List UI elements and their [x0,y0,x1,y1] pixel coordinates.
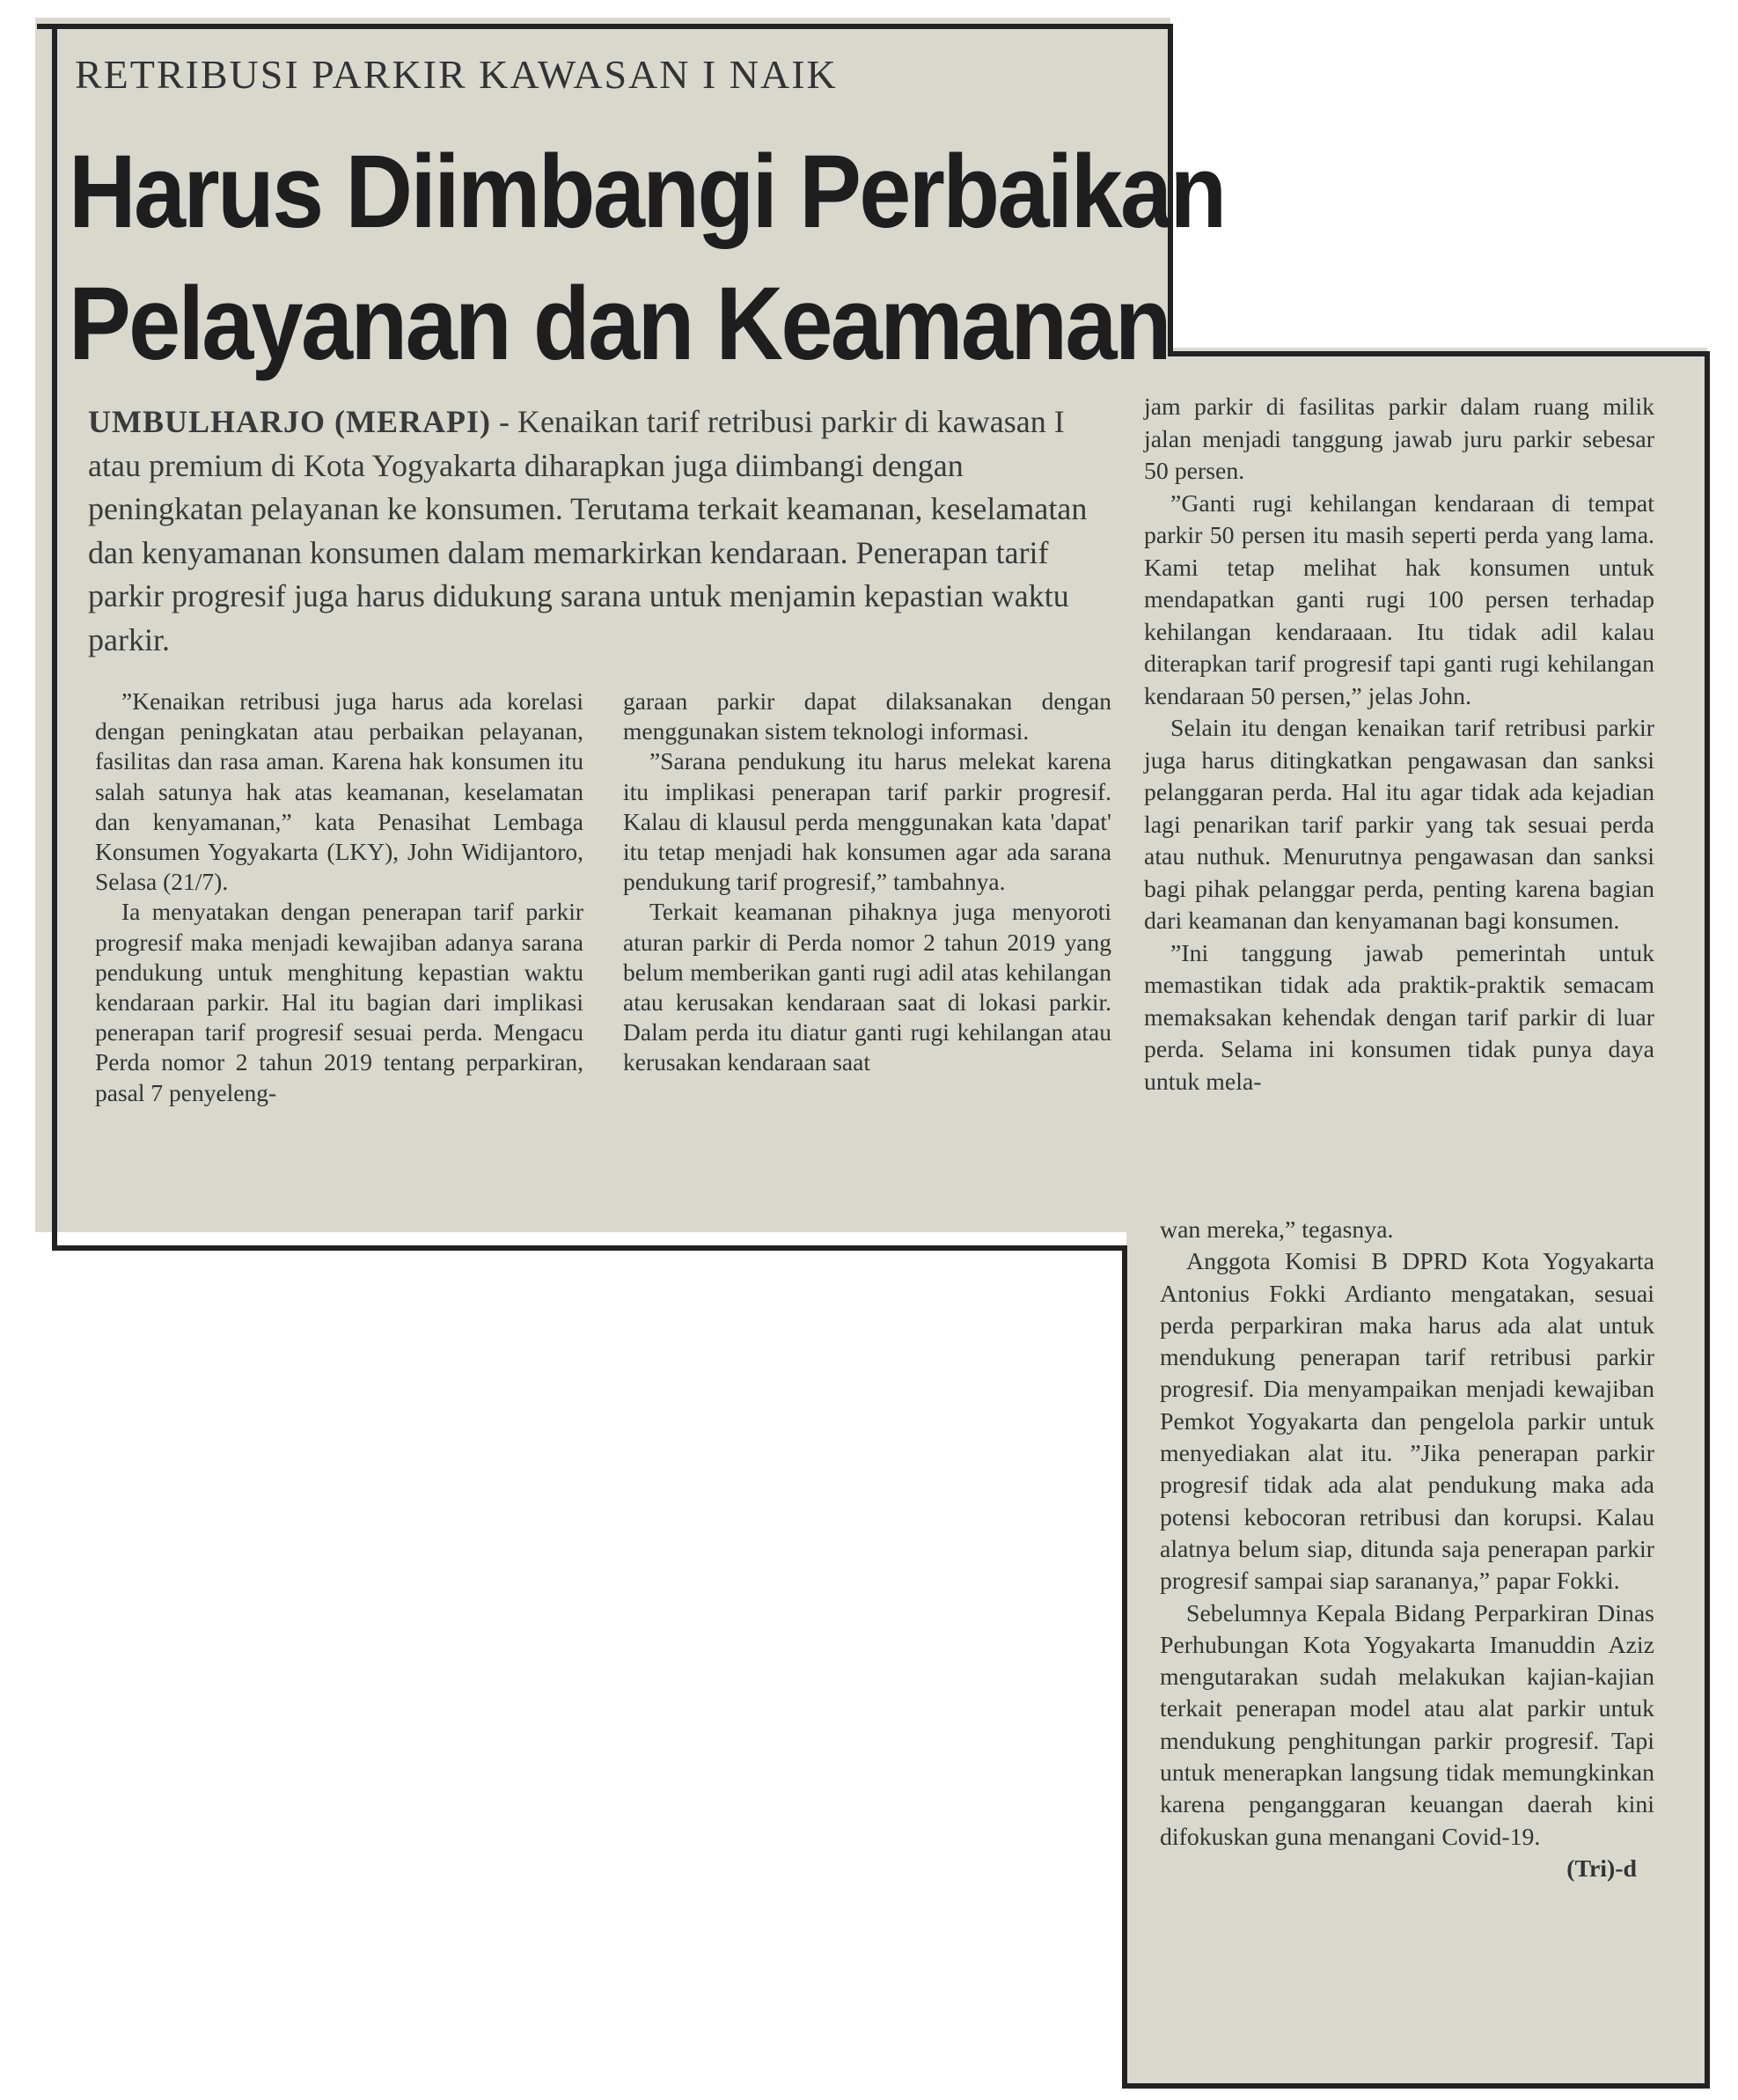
column-1 [95,687,583,1108]
paragraph: Ia menyatakan dengan penerapan tarif parkir progresif maka menjadi kewajiban adanya sarana pendukung untuk menghitung kepastian waktu kendaraan parkir. Hal itu bagian dari implikasi penerapan tarif progresif sesuai perda. Mengacu Perda nomor 2 tahun 2019 tentang perparkiran, pasal 7 penyeleng- [95,898,583,1106]
paragraph: ”Ganti rugi kehilangan kendaraan di tempat parkir 50 persen itu masih seperti perda yang lama. Kami tetap melihat hak konsumen untuk mendapatkan ganti rugi 100 persen terhadap kehilangan kendaraaan. Itu tidak adil kalau diterapkan tarif progresif tapi ganti rugi kehilangan kendaraan 50 persen,” jelas John. [1144,489,1654,710]
paragraph: Anggota Komisi B DPRD Kota Yogyakarta Antonius Fokki Ardianto mengatakan, sesuai perda perparkiran maka harus ada alat untuk mendukung penerapan tarif retribusi parkir progresif. Dia menyampaikan menjadi kewajiban Pemkot Yogyakarta dan pengelola parkir untuk menyediakan alat itu. ”Jika penerapan parkir progresif tidak ada alat pendukung maka ada potensi kebocoran retribusi dan korupsi. Kalau alatnya belum siap, ditunda saja penerapan parkir progresif sampai siap sarananya,” papar Fokki. [1160,1248,1654,1596]
dateline: UMBULHARJO (MERAPI) [88,404,491,439]
article-kicker: RETRIBUSI PARKIR KAWASAN I NAIK [75,52,838,97]
paragraph: garaan parkir dapat dilaksanakan dengan menggunakan sistem teknologi informasi. [623,687,1111,745]
paragraph: ”Sarana pendukung itu harus melekat karena itu implikasi penerapan tarif parkir progresif. Kalau di klausul perda menggunakan kata 'dapat' itu tetap menjadi hak konsumen agar ada sarana pendukung tarif progresif,” tambahnya. [623,747,1111,896]
paragraph: Selain itu dengan kenaikan tarif retribusi parkir juga harus ditingkatkan pengawasan dan sanksi pelanggaran perda. Hal itu agar tidak ada kejadian lagi penarikan tarif parkir yang tak sesuai perda atau nuthuk. Menurutnya pengawasan dan sanksi bagi pihak pelanggar perda, penting karena bagian dari keamanan dan kenyamanan bagi konsumen. [1144,715,1654,935]
paragraph: wan mereka,” tegasnya. [1160,1216,1394,1244]
column-3-bottom [1160,1215,1654,1885]
paragraph-text: Sebelumnya Kepala Bidang Perparkiran Dinas Perhubungan Kota Yogyakarta Imanuddin Aziz mengutarakan sudah melakukan kajian-kajian terkait penerapan model atau alat parkir untuk mendukung penghitungan parkir progresif. Tapi untuk menerapkan langsung tidak memungkinkan karena penganggaran keuangan daerah kini difokuskan guna menangani Covid-19. [1160,1599,1654,1851]
column-3-top [1144,392,1654,1098]
headline-line-2: Pelayanan dan Keamanan [69,266,1170,382]
lead-text: - Kenaikan tarif retribusi parkir di kawasan I atau premium di Kota Yogyakarta diharapkan juga diimbangi dengan peningkatan pelayanan ke konsumen. Terutama terkait keamanan, keselamatan dan kenyamanan konsumen dalam memarkirkan kendaraan. Penerapan tarif parkir progresif juga harus didukung sarana untuk menjamin kepastian waktu parkir. [88,404,1088,657]
author-credit: (Tri)-d [1566,1854,1637,1883]
paragraph: jam parkir di fasilitas parkir dalam ruang milik jalan menjadi tanggung jawab juru parkir sebesar 50 persen. [1144,393,1654,485]
paragraph [1160,1598,1654,1883]
article-lead [88,400,1091,662]
column-2 [623,687,1111,1078]
paragraph: ”Ini tanggung jawab pemerintah untuk memastikan tidak ada praktik-praktik semacam memaksakan kehendak dengan tarif parkir di luar perda. Selama ini konsumen tidak punya daya untuk mela- [1144,939,1654,1096]
paragraph: Terkait keamanan pihaknya juga menyoroti aturan parkir di Perda nomor 2 tahun 2019 yang belum memberikan ganti rugi adil atas kehilangan atau kerusakan kendaraan saat di lokasi parkir. Dalam perda itu diatur ganti rugi kehilangan atau kerusakan kendaraan saat [623,898,1111,1076]
headline-line-1: Harus Diimbangi Perbaikan [69,134,1225,250]
paragraph: ”Kenaikan retribusi juga harus ada korelasi dengan peningkatan atau perbaikan pelayanan, fasilitas dan rasa aman. Karena hak konsumen itu salah satunya hak atas keamanan, keselamatan dan kenyamanan,” kata Penasihat Lembaga Konsumen Yogyakarta (LKY), John Widijantoro, Selasa (21/7). [95,687,583,896]
